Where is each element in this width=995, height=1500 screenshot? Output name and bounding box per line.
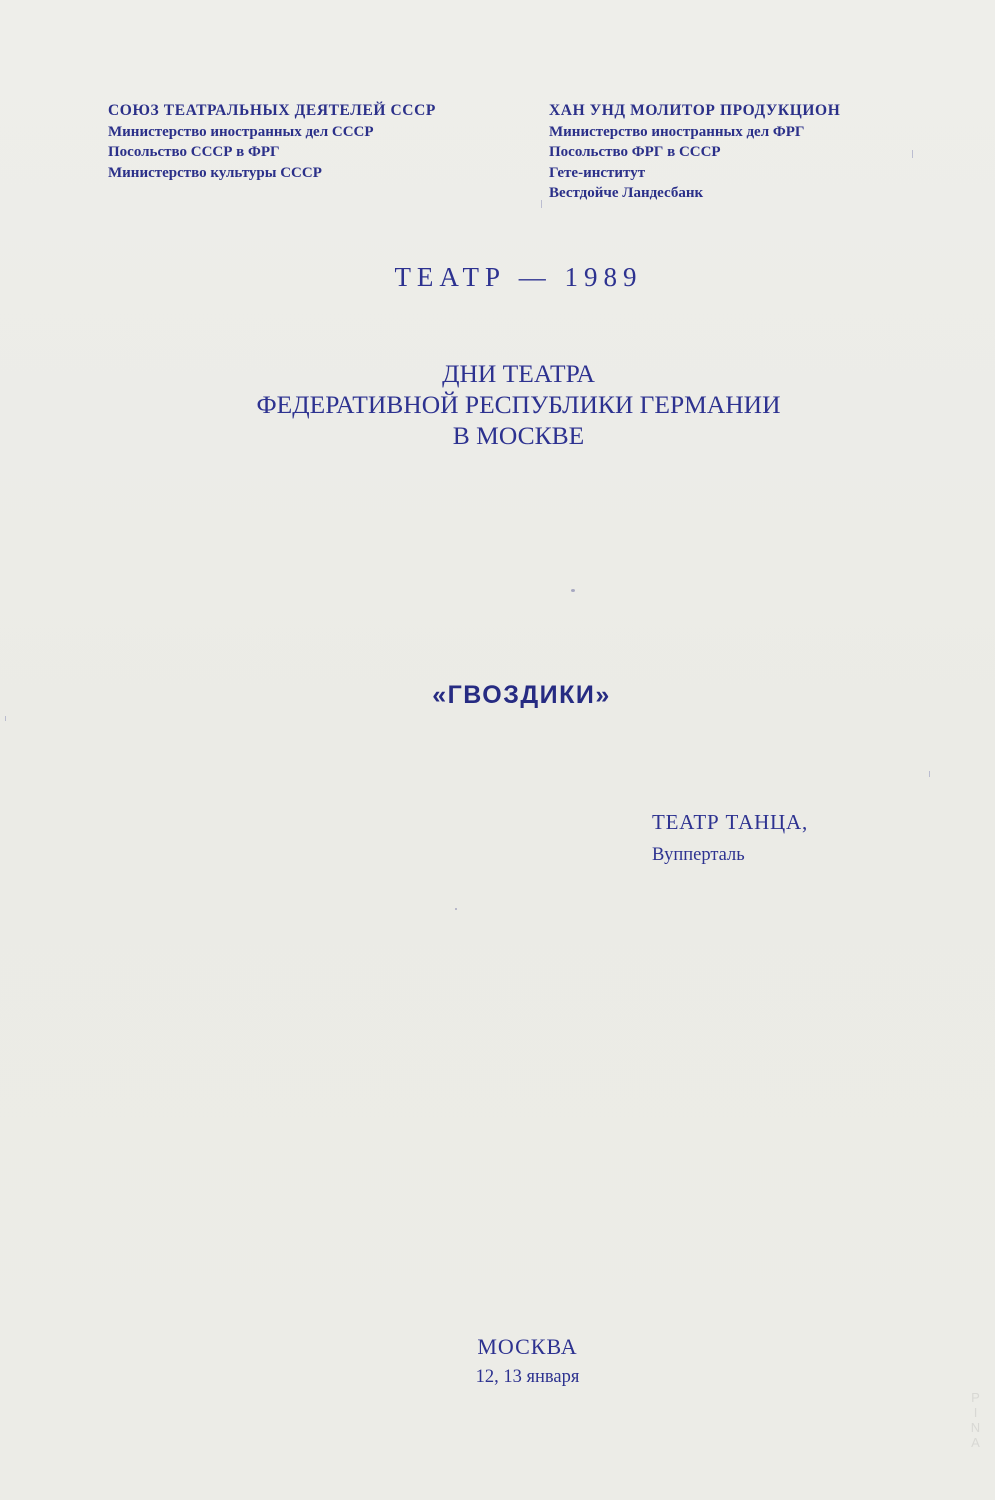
company-name: ТЕАТР ТАНЦА, [652, 810, 809, 834]
watermark-text: PINA [968, 1390, 983, 1450]
organizer-line: Посольство ФРГ в СССР [549, 144, 721, 160]
organizer-line: ХАН УНД МОЛИТОР ПРОДУКЦИОН [549, 102, 841, 119]
festival-title: ТЕАТР — 1989 [394, 262, 643, 292]
margin-tick [912, 150, 913, 158]
organizer-line: Посольство СССР в ФРГ [108, 144, 280, 160]
festival-subtitle-line: ДНИ ТЕАТРА [442, 359, 595, 388]
organizer-line: Гете-институт [549, 164, 646, 181]
company-city: Вупперталь [652, 845, 745, 865]
organizers-right [549, 101, 840, 204]
festival-subtitle [0, 358, 995, 451]
paper-speck [571, 589, 575, 592]
paper-speck [455, 908, 457, 910]
festival-subtitle-line: В МОСКВЕ [452, 421, 585, 450]
footer-city: МОСКВА [477, 1334, 578, 1359]
organizer-line: Министерство иностранных дел СССР [108, 123, 374, 140]
company-credit [652, 806, 808, 872]
organizer-line: СОЮЗ ТЕАТРАЛЬНЫХ ДЕЯТЕЛЕЙ СССР [108, 102, 436, 119]
margin-tick [929, 771, 930, 777]
margin-tick [541, 200, 542, 208]
organizer-line: Министерство иностранных дел ФРГ [549, 123, 805, 140]
footer-dates: 12, 13 января [475, 1367, 580, 1387]
organizer-line: Вестдойче Ландесбанк [549, 185, 704, 201]
pina-watermark [969, 1390, 987, 1450]
margin-tick [5, 716, 6, 721]
footer [0, 1332, 995, 1392]
festival-subtitle-line: ФЕДЕРАТИВНОЙ РЕСПУБЛИКИ ГЕРМАНИИ [256, 390, 781, 419]
organizers-left [108, 101, 436, 183]
play-title: «ГВОЗДИКИ» [432, 681, 611, 709]
organizer-line: Министерство культуры СССР [108, 164, 322, 181]
